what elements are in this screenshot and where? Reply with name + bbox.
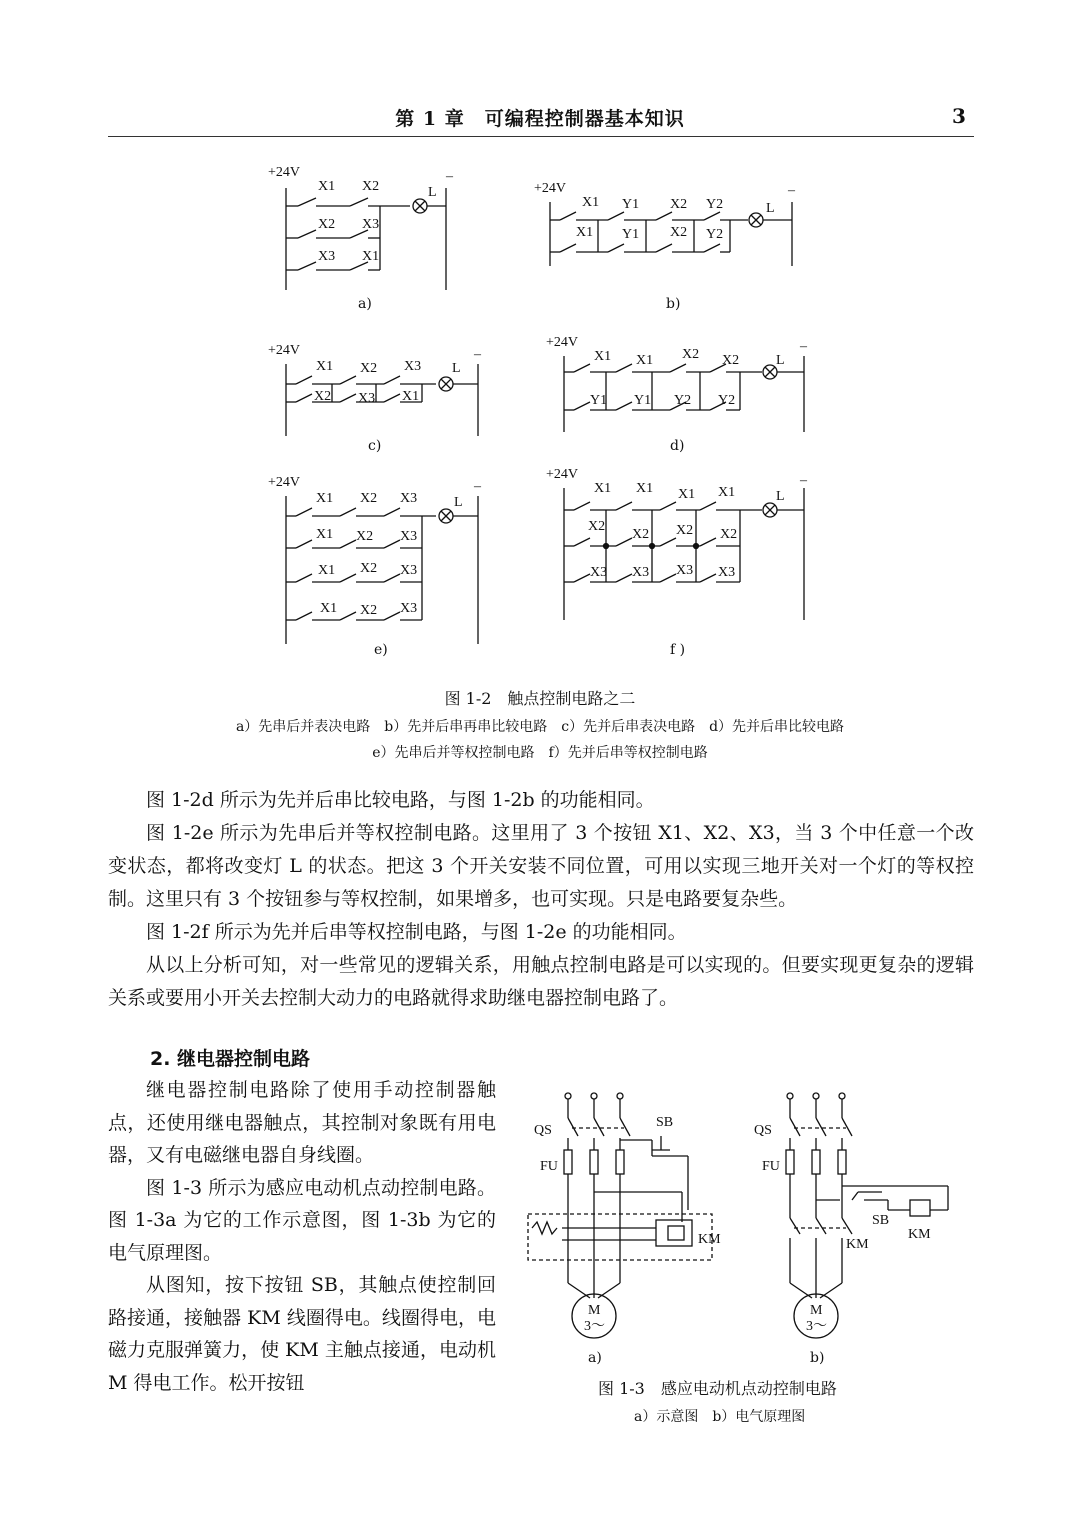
svg-text:KM: KM: [846, 1237, 869, 1252]
svg-text:L: L: [776, 353, 785, 368]
svg-text:L: L: [454, 495, 463, 510]
paragraph: 继电器控制电路除了使用手动控制器触点，还使用继电器触点，其控制对象既有用电器，又有电磁继电器自身线圈。: [108, 1079, 496, 1166]
svg-text:X1: X1: [362, 249, 380, 264]
svg-text:Y1: Y1: [634, 393, 652, 408]
svg-text:X2: X2: [356, 529, 374, 544]
svg-text:Y1: Y1: [622, 197, 640, 212]
svg-text:X1: X1: [320, 601, 338, 616]
svg-text:X2: X2: [362, 179, 380, 194]
svg-text:X2: X2: [722, 353, 740, 368]
circuit-f: [540, 464, 820, 624]
figure-1-3a-schematic: [520, 1088, 720, 1348]
sub-c: c): [368, 438, 382, 454]
paragraph: 图 1-3 所示为感应电动机点动控制电路。图 1-3a 为它的工作示意图，图 1-3b 为它的电气原理图。: [108, 1176, 496, 1264]
svg-text:+24V: +24V: [546, 335, 579, 350]
svg-text:Y1: Y1: [622, 227, 640, 242]
svg-text:–: –: [800, 339, 807, 354]
figure-1-2-caption: 图 1-2 触点控制电路之二: [444, 689, 636, 708]
svg-text:X2: X2: [632, 527, 650, 542]
figure-1-2-legend-1: a）先串后并表决电路 b）先并后串再串比较电路 c）先并后串表决电路 d）先并后串比较电路: [235, 719, 845, 735]
svg-text:X3: X3: [590, 565, 608, 580]
svg-text:X1: X1: [402, 389, 420, 404]
svg-text:3～: 3～: [584, 1319, 605, 1334]
svg-text:+24V: +24V: [268, 475, 301, 490]
figure-1-3b-schematic: [748, 1088, 958, 1348]
svg-text:X3: X3: [400, 601, 418, 616]
svg-text:FU: FU: [762, 1159, 780, 1174]
svg-text:X1: X1: [594, 349, 612, 364]
svg-text:X3: X3: [400, 563, 418, 578]
svg-text:X2: X2: [670, 225, 688, 240]
svg-text:X3: X3: [318, 249, 336, 264]
svg-text:KM: KM: [698, 1232, 721, 1247]
svg-text:+24V: +24V: [546, 467, 579, 482]
svg-text:X1: X1: [318, 179, 336, 194]
sub-d: d): [670, 438, 685, 454]
svg-text:X2: X2: [720, 527, 738, 542]
svg-text:SB: SB: [656, 1115, 674, 1130]
svg-text:X1: X1: [636, 353, 654, 368]
svg-text:L: L: [452, 361, 461, 376]
svg-text:KM: KM: [908, 1227, 931, 1242]
sub-a: a): [358, 296, 372, 312]
svg-text:–: –: [474, 479, 481, 494]
svg-text:X3: X3: [676, 563, 694, 578]
header-rule: [108, 136, 974, 137]
sub-f: f ): [670, 642, 686, 658]
svg-text:–: –: [800, 473, 807, 488]
svg-text:X3: X3: [358, 391, 376, 406]
svg-text:X1: X1: [316, 527, 334, 542]
svg-text:–: –: [788, 183, 795, 198]
sub-b: b): [666, 296, 681, 312]
svg-text:X3: X3: [718, 565, 736, 580]
section-heading: 2. 继电器控制电路: [150, 1048, 311, 1070]
circuit-d: [540, 332, 820, 437]
column-text: [108, 1074, 496, 1399]
svg-text:X1: X1: [636, 481, 654, 496]
svg-text:X1: X1: [582, 195, 600, 210]
svg-text:X2: X2: [318, 217, 336, 232]
svg-text:Y2: Y2: [674, 393, 692, 408]
svg-text:Y1: Y1: [590, 393, 608, 408]
svg-text:X2: X2: [360, 491, 378, 506]
paragraph: 从图知，按下按钮 SB，其触点使控制回路接通，接触器 KM 线圈得电。线圈得电，电磁力克服弹簧力，使 KM 主触点接通，电动机 M 得电工作。松开按钮: [108, 1274, 496, 1394]
svg-text:QS: QS: [754, 1123, 772, 1138]
svg-text:SB: SB: [872, 1213, 890, 1228]
svg-text:+24V: +24V: [268, 343, 301, 358]
label-24v: +24V: [268, 165, 301, 180]
svg-text:X2: X2: [360, 561, 378, 576]
svg-text:X3: X3: [362, 217, 380, 232]
paragraph: 图 1-2e 所示为先串后并等权控制电路。这里用了 3 个按钮 X1、X2、X3，当 3 个中任意一个改变状态，都将改变灯 L 的状态。把这 3 个开关安装不同位置，可用以实现三地开关对一个灯的等权控制。这里只有 3 个按钮参与等权控制，如果增多，也可实现。只是电路要复杂些。: [108, 822, 974, 910]
svg-text:M: M: [588, 1303, 601, 1318]
svg-text:X1: X1: [318, 563, 336, 578]
svg-text:L: L: [776, 489, 785, 504]
circuit-a: [260, 158, 470, 298]
svg-text:X3: X3: [404, 359, 422, 374]
svg-text:X1: X1: [678, 487, 696, 502]
fig13-sub-a: a): [588, 1350, 602, 1366]
svg-text:X2: X2: [670, 197, 688, 212]
svg-text:Y2: Y2: [706, 227, 724, 242]
body-text: [108, 784, 974, 1015]
paragraph: 图 1-2f 所示为先并后串等权控制电路，与图 1-2e 的功能相同。: [146, 921, 687, 943]
chapter-title: 第 1 章 可编程控制器基本知识: [395, 108, 685, 130]
label-minus: –: [446, 169, 453, 184]
svg-text:M: M: [810, 1303, 823, 1318]
sub-e: e): [374, 642, 388, 658]
svg-text:X2: X2: [676, 523, 694, 538]
svg-text:–: –: [474, 347, 481, 362]
figure-1-2-legend-2: e）先串后并等权控制电路 f）先并后串等权控制电路: [372, 745, 708, 761]
svg-text:3～: 3～: [806, 1319, 827, 1334]
svg-text:QS: QS: [534, 1123, 552, 1138]
svg-text:X1: X1: [316, 491, 334, 506]
circuit-b: [530, 176, 810, 276]
svg-text:X3: X3: [400, 529, 418, 544]
svg-text:X2: X2: [588, 519, 606, 534]
svg-text:X1: X1: [594, 481, 612, 496]
svg-text:Y2: Y2: [706, 197, 724, 212]
svg-text:X3: X3: [400, 491, 418, 506]
circuit-e: [260, 472, 490, 647]
svg-text:L: L: [428, 185, 437, 200]
svg-text:L: L: [766, 201, 775, 216]
svg-text:X1: X1: [718, 485, 736, 500]
page-number: 3: [952, 104, 966, 128]
svg-text:FU: FU: [540, 1159, 558, 1174]
svg-text:X2: X2: [314, 389, 332, 404]
svg-text:X2: X2: [360, 603, 378, 618]
svg-text:X3: X3: [632, 565, 650, 580]
fig13-sub-b: b): [810, 1350, 825, 1366]
svg-text:+24V: +24V: [534, 181, 567, 196]
paragraph: 从以上分析可知，对一些常见的逻辑关系，用触点控制电路是可以实现的。但要实现更复杂的逻辑关系或要用小开关去控制大动力的电路就得求助继电器控制电路了。: [108, 954, 974, 1009]
svg-text:Y2: Y2: [718, 393, 736, 408]
svg-text:X2: X2: [360, 361, 378, 376]
svg-text:X2: X2: [682, 347, 700, 362]
circuit-c: [260, 340, 490, 440]
paragraph: 图 1-2d 所示为先并后串比较电路，与图 1-2b 的功能相同。: [146, 789, 655, 811]
figure-1-3-caption: 图 1-3 感应电动机点动控制电路: [598, 1379, 837, 1398]
svg-text:X1: X1: [316, 359, 334, 374]
figure-1-3-legend: a）示意图 b）电气原理图: [634, 1409, 806, 1425]
svg-text:X1: X1: [576, 225, 594, 240]
